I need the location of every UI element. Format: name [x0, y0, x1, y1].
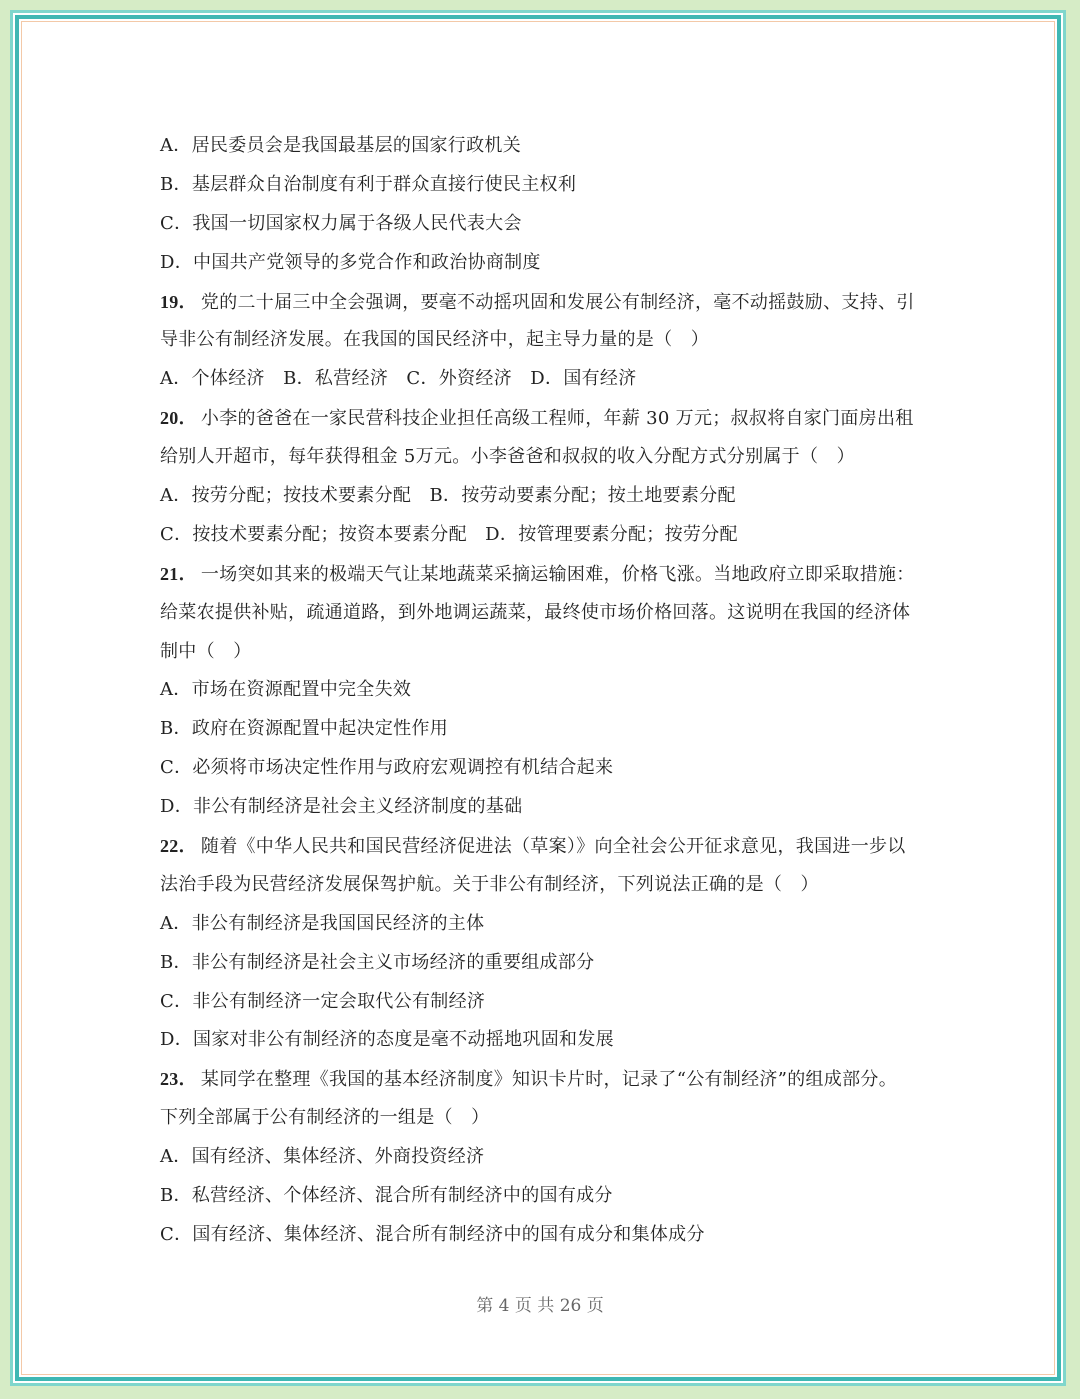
- question-stem-line: [160, 1064, 940, 1103]
- text-line: [160, 753, 940, 792]
- text-line: [160, 481, 940, 520]
- question-number: 20．: [160, 408, 197, 429]
- text-line: [160, 248, 940, 287]
- line-text: 法治手段为民营经济发展保驾护航。关于非公有制经济，下列说法正确的是（ ）: [160, 873, 819, 895]
- text-line: [160, 909, 940, 948]
- line-text: 给菜农提供补贴，疏通道路，到外地调运蔬菜，最终使市场价格回落。这说明在我国的经济体: [160, 601, 911, 623]
- text-line: [160, 170, 940, 209]
- text-line: [160, 1103, 940, 1142]
- text-line: [160, 948, 940, 987]
- text-line: [160, 1025, 940, 1064]
- line-text: B．基层群众自治制度有利于群众直接行使民主权利: [160, 173, 577, 195]
- line-text: 党的二十届三中全会强调，要毫不动摇巩固和发展公有制经济，毫不动摇鼓励、支持、引: [200, 291, 915, 313]
- line-text: A．居民委员会是我国最基层的国家行政机关: [160, 135, 521, 156]
- text-line: [160, 792, 940, 831]
- text-line: [160, 131, 940, 170]
- text-line: [160, 1220, 940, 1259]
- question-number: 22．: [160, 836, 197, 857]
- line-text: 给别人开超市，每年获得租金 5万元。小李爸爸和叔叔的收入分配方式分别属于（ ）: [160, 446, 855, 468]
- question-stem-line: [160, 831, 940, 870]
- line-text: C．非公有制经济一定会取代公有制经济: [160, 990, 486, 1012]
- line-text: D．国家对非公有制经济的态度是毫不动摇地巩固和发展: [160, 1029, 614, 1051]
- line-text: A．市场在资源配置中完全失效: [160, 679, 412, 701]
- line-text: 某同学在整理《我国的基本经济制度》知识卡片时，记录了“公有制经济”的组成部分。: [200, 1069, 898, 1091]
- line-text: A．个体经济 B．私营经济 C．外资经济 D．国有经济: [160, 368, 637, 390]
- question-stem-line: [160, 287, 940, 326]
- text-line: [160, 209, 940, 248]
- text-line: [160, 1142, 940, 1181]
- text-line: [160, 987, 940, 1026]
- question-number: 19．: [160, 291, 197, 312]
- line-text: B．私营经济、个体经济、混合所有制经济中的国有成分: [160, 1185, 613, 1207]
- line-text: C．国有经济、集体经济、混合所有制经济中的国有成分和集体成分: [160, 1223, 705, 1245]
- text-line: [160, 520, 940, 559]
- line-text: 制中（ ）: [160, 640, 252, 662]
- text-line: [160, 325, 940, 364]
- line-text: 下列全部属于公有制经济的一组是（ ）: [160, 1107, 490, 1129]
- text-line: [160, 442, 940, 481]
- question-content: [160, 131, 940, 1259]
- text-line: [160, 870, 940, 909]
- question-stem-line: [160, 403, 940, 442]
- line-text: A．按劳分配；按技术要素分配 B．按劳动要素分配；按土地要素分配: [160, 485, 736, 507]
- text-line: [160, 1181, 940, 1220]
- line-text: A．非公有制经济是我国国民经济的主体: [160, 912, 485, 934]
- line-text: 小李的爸爸在一家民营科技企业担任高级工程师，年薪 30 万元；叔叔将自家门面房出租: [200, 408, 914, 430]
- line-text: D．非公有制经济是社会主义经济制度的基础: [160, 796, 523, 818]
- text-line: [160, 637, 940, 676]
- line-text: B．政府在资源配置中起决定性作用: [160, 718, 449, 740]
- line-text: 导非公有制经济发展。在我国的国民经济中，起主导力量的是（ ）: [160, 329, 709, 351]
- question-stem-line: [160, 559, 940, 598]
- question-number: 21．: [160, 563, 197, 584]
- line-text: C．必须将市场决定性作用与政府宏观调控有机结合起来: [160, 757, 614, 779]
- question-number: 23．: [160, 1069, 197, 1090]
- line-text: A．国有经济、集体经济、外商投资经济: [160, 1146, 485, 1168]
- line-text: D．中国共产党领导的多党合作和政治协商制度: [160, 251, 541, 273]
- text-line: [160, 364, 940, 403]
- line-text: C．我国一切国家权力属于各级人民代表大会: [160, 212, 522, 234]
- text-line: [160, 675, 940, 714]
- page-footer: 第 4 页 共 26 页: [476, 1296, 604, 1316]
- line-text: B．非公有制经济是社会主义市场经济的重要组成部分: [160, 951, 595, 973]
- text-line: [160, 714, 940, 753]
- line-text: 随着《中华人民共和国民营经济促进法（草案）》向全社会公开征求意见，我国进一步以: [200, 836, 906, 858]
- text-line: [160, 598, 940, 637]
- line-text: 一场突如其来的极端天气让某地蔬菜采摘运输困难，价格飞涨。当地政府立即采取措施：: [200, 563, 915, 585]
- line-text: C．按技术要素分配；按资本要素分配 D．按管理要素分配；按劳分配: [160, 523, 738, 545]
